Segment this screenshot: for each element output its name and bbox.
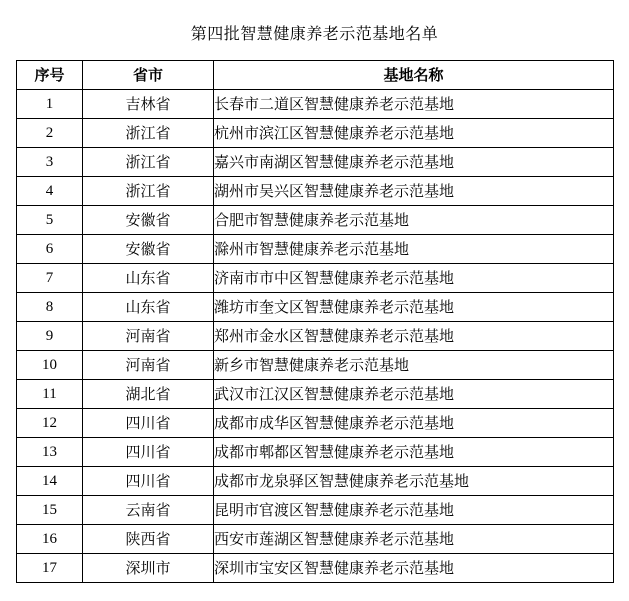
row-index: 3	[17, 148, 83, 177]
row-index: 13	[17, 438, 83, 467]
row-index: 9	[17, 322, 83, 351]
table-row	[17, 293, 614, 322]
table-row	[17, 206, 614, 235]
row-base-name: 滁州市智慧健康养老示范基地	[214, 235, 614, 264]
header-index: 序号	[17, 61, 83, 90]
row-index: 14	[17, 467, 83, 496]
row-province: 山东省	[83, 293, 214, 322]
row-base-name: 昆明市官渡区智慧健康养老示范基地	[214, 496, 614, 525]
table-row	[17, 322, 614, 351]
row-base-name: 成都市成华区智慧健康养老示范基地	[214, 409, 614, 438]
table-header-row	[17, 61, 614, 90]
row-base-name: 武汉市江汉区智慧健康养老示范基地	[214, 380, 614, 409]
row-province: 云南省	[83, 496, 214, 525]
row-index: 1	[17, 90, 83, 119]
table-row	[17, 554, 614, 583]
row-base-name: 西安市莲湖区智慧健康养老示范基地	[214, 525, 614, 554]
row-index: 6	[17, 235, 83, 264]
table-row	[17, 467, 614, 496]
row-index: 8	[17, 293, 83, 322]
row-base-name: 湖州市吴兴区智慧健康养老示范基地	[214, 177, 614, 206]
row-index: 17	[17, 554, 83, 583]
table-row	[17, 380, 614, 409]
row-province: 浙江省	[83, 177, 214, 206]
row-province: 吉林省	[83, 90, 214, 119]
row-province: 四川省	[83, 409, 214, 438]
table-row	[17, 496, 614, 525]
row-base-name: 成都市龙泉驿区智慧健康养老示范基地	[214, 467, 614, 496]
table-row	[17, 235, 614, 264]
row-province: 四川省	[83, 438, 214, 467]
row-base-name: 新乡市智慧健康养老示范基地	[214, 351, 614, 380]
table-row	[17, 177, 614, 206]
table-row	[17, 351, 614, 380]
row-base-name: 长春市二道区智慧健康养老示范基地	[214, 90, 614, 119]
table-row	[17, 525, 614, 554]
row-province: 河南省	[83, 322, 214, 351]
table-row	[17, 119, 614, 148]
row-province: 安徽省	[83, 206, 214, 235]
row-index: 12	[17, 409, 83, 438]
row-province: 安徽省	[83, 235, 214, 264]
row-province: 深圳市	[83, 554, 214, 583]
row-base-name: 成都市郫都区智慧健康养老示范基地	[214, 438, 614, 467]
row-base-name: 郑州市金水区智慧健康养老示范基地	[214, 322, 614, 351]
row-base-name: 潍坊市奎文区智慧健康养老示范基地	[214, 293, 614, 322]
table-row	[17, 409, 614, 438]
row-province: 陕西省	[83, 525, 214, 554]
row-province: 河南省	[83, 351, 214, 380]
document-title: 第四批智慧健康养老示范基地名单	[190, 24, 439, 43]
table-row	[17, 264, 614, 293]
table-row	[17, 90, 614, 119]
table-row	[17, 148, 614, 177]
row-index: 7	[17, 264, 83, 293]
row-index: 2	[17, 119, 83, 148]
row-base-name: 合肥市智慧健康养老示范基地	[214, 206, 614, 235]
row-base-name: 嘉兴市南湖区智慧健康养老示范基地	[214, 148, 614, 177]
row-index: 5	[17, 206, 83, 235]
header-base-name: 基地名称	[214, 61, 614, 90]
row-province: 浙江省	[83, 119, 214, 148]
header-province: 省市	[83, 61, 214, 90]
row-index: 4	[17, 177, 83, 206]
row-province: 湖北省	[83, 380, 214, 409]
row-index: 10	[17, 351, 83, 380]
row-index: 15	[17, 496, 83, 525]
row-index: 11	[17, 380, 83, 409]
row-province: 四川省	[83, 467, 214, 496]
row-index: 16	[17, 525, 83, 554]
table-row	[17, 438, 614, 467]
row-base-name: 深圳市宝安区智慧健康养老示范基地	[214, 554, 614, 583]
demonstration-base-table	[16, 60, 614, 583]
row-base-name: 杭州市滨江区智慧健康养老示范基地	[214, 119, 614, 148]
row-base-name: 济南市市中区智慧健康养老示范基地	[214, 264, 614, 293]
row-province: 浙江省	[83, 148, 214, 177]
row-province: 山东省	[83, 264, 214, 293]
